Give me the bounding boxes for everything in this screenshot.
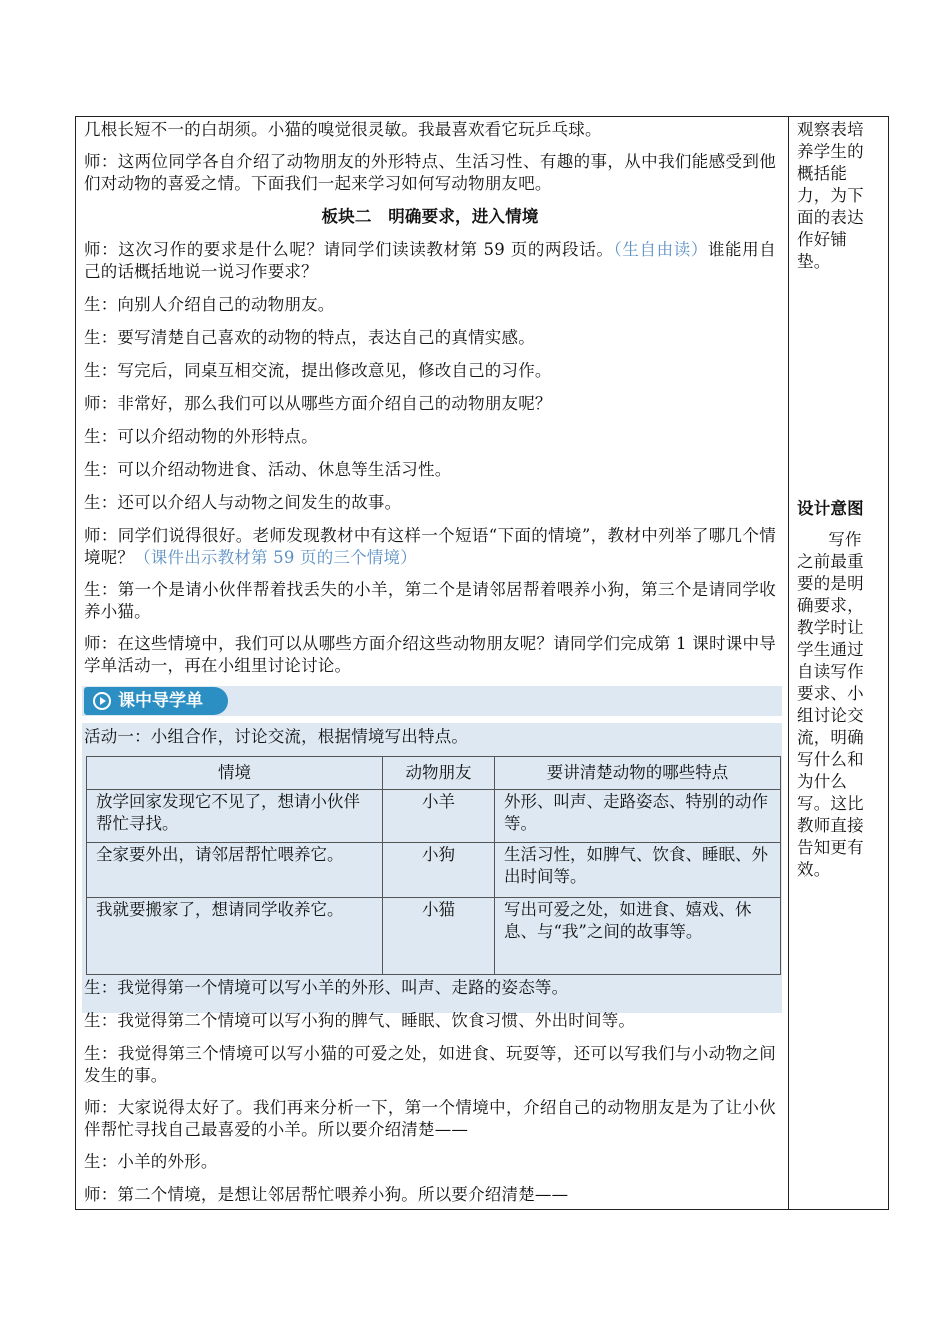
student-line: 生：我觉得第一个情境可以写小羊的外形、叫声、走路的姿态等。 [84,978,569,997]
classroom-cue: （课件出示教材第 59 页的三个情境） [134,548,417,567]
lesson-table [75,116,889,1210]
table-row [87,843,781,898]
student-line: 生：向别人介绍自己的动物朋友。 [84,295,335,314]
teacher-line: 师：在这些情境中，我们可以从哪些方面介绍这些动物朋友呢？请同学们完成第 1 课时课中导学单活动一，再在小组里讨论讨论。 [84,634,776,675]
student-line: 生：可以介绍动物的外形特点。 [84,427,318,446]
play-circle-icon [93,692,111,710]
table-header: 情境 [87,757,383,790]
teacher-line: 师：同学们说得很好。老师发现教材中有这样一个短语“下面的情境”，教材中列举了哪几个情境呢？（课件出示教材第 59 页的三个情境） [84,526,776,567]
column-divider [788,117,789,1209]
student-line: 生：第一个是请小伙伴帮着找丢失的小羊，第二个是请邻居帮着喂养小狗，第三个是请同学收养小猫。 [84,580,776,621]
table-row [87,898,781,975]
side-note: 观察表培养学生的概括能力，为下面的表达作好铺垫。 [797,120,864,271]
table-cell: 小狗 [383,843,495,898]
design-intent-title: 设计意图 [797,499,864,518]
activity-table [86,756,781,975]
classroom-cue: （生自由读） [613,240,708,259]
design-intent-text: 写作之前最重要的是明确要求，教学时让学生通过自读写作要求、小组讨论交流，明确写什么和为什么写。这比教师直接告知更有效。 [797,530,864,879]
table-header: 动物朋友 [383,757,495,790]
table-cell: 小猫 [383,898,495,975]
worksheet-tag-label: 课中导学单 [118,691,203,711]
table-cell: 放学回家发现它不见了，想请小伙伴帮忙寻找。 [87,790,383,843]
section-title: 板块二 明确要求，进入情境 [321,207,539,226]
teacher-line: 师：非常好，那么我们可以从哪些方面介绍自己的动物朋友呢？ [84,394,552,413]
teacher-line: 师：第二个情境，是想让邻居帮忙喂养小狗。所以要介绍清楚—— [84,1185,569,1204]
student-line: 生：还可以介绍人与动物之间发生的故事。 [84,493,402,512]
table-cell: 小羊 [383,790,495,843]
table-header-row [87,757,781,790]
table-cell: 我就要搬家了，想请同学收养它。 [87,898,383,975]
table-cell: 外形、叫声、走路姿态、特别的动作等。 [495,790,781,843]
student-line: 生：小羊的外形。 [84,1152,218,1171]
teacher-line: 师：这次习作的要求是什么呢？请同学们读读教材第 59 页的两段话。（生自由读）谁能用自己的话概括地说一说习作要求？ [84,240,776,281]
worksheet-tag [84,687,228,715]
student-line: 生：写完后，同桌互相交流，提出修改意见，修改自己的习作。 [84,361,552,380]
student-line: 生：可以介绍动物进食、活动、休息等生活习性。 [84,460,452,479]
student-line: 生：要写清楚自己喜欢的动物的特点，表达自己的真情实感。 [84,328,535,347]
student-line: 生：我觉得第二个情境可以写小狗的脾气、睡眠、饮食习惯、外出时间等。 [84,1011,636,1030]
table-row [87,790,781,843]
activity-title: 活动一：小组合作，讨论交流，根据情境写出特点。 [84,727,469,746]
student-line: 生：我觉得第三个情境可以写小猫的可爱之处，如进食、玩耍等，还可以写我们与小动物之间发生的事。 [84,1044,776,1085]
table-cell: 全家要外出，请邻居帮忙喂养它。 [87,843,383,898]
teacher-line: 师：这两位同学各自介绍了动物朋友的外形特点、生活习性、有趣的事，从中我们能感受到他们对动物的喜爱之情。下面我们一起来学习如何写动物朋友吧。 [84,152,776,193]
table-header: 要讲清楚动物的哪些特点 [495,757,781,790]
table-cell: 写出可爱之处，如进食、嬉戏、休息、与“我”之间的故事等。 [495,898,781,975]
table-cell: 生活习性，如脾气、饮食、睡眠、外出时间等。 [495,843,781,898]
text-line: 几根长短不一的白胡须。小猫的嗅觉很灵敏。我最喜欢看它玩乒乓球。 [84,120,602,139]
teacher-line: 师：大家说得太好了。我们再来分析一下，第一个情境中，介绍自己的动物朋友是为了让小伙伴帮忙寻找自己最喜爱的小羊。所以要介绍清楚—— [84,1098,776,1139]
